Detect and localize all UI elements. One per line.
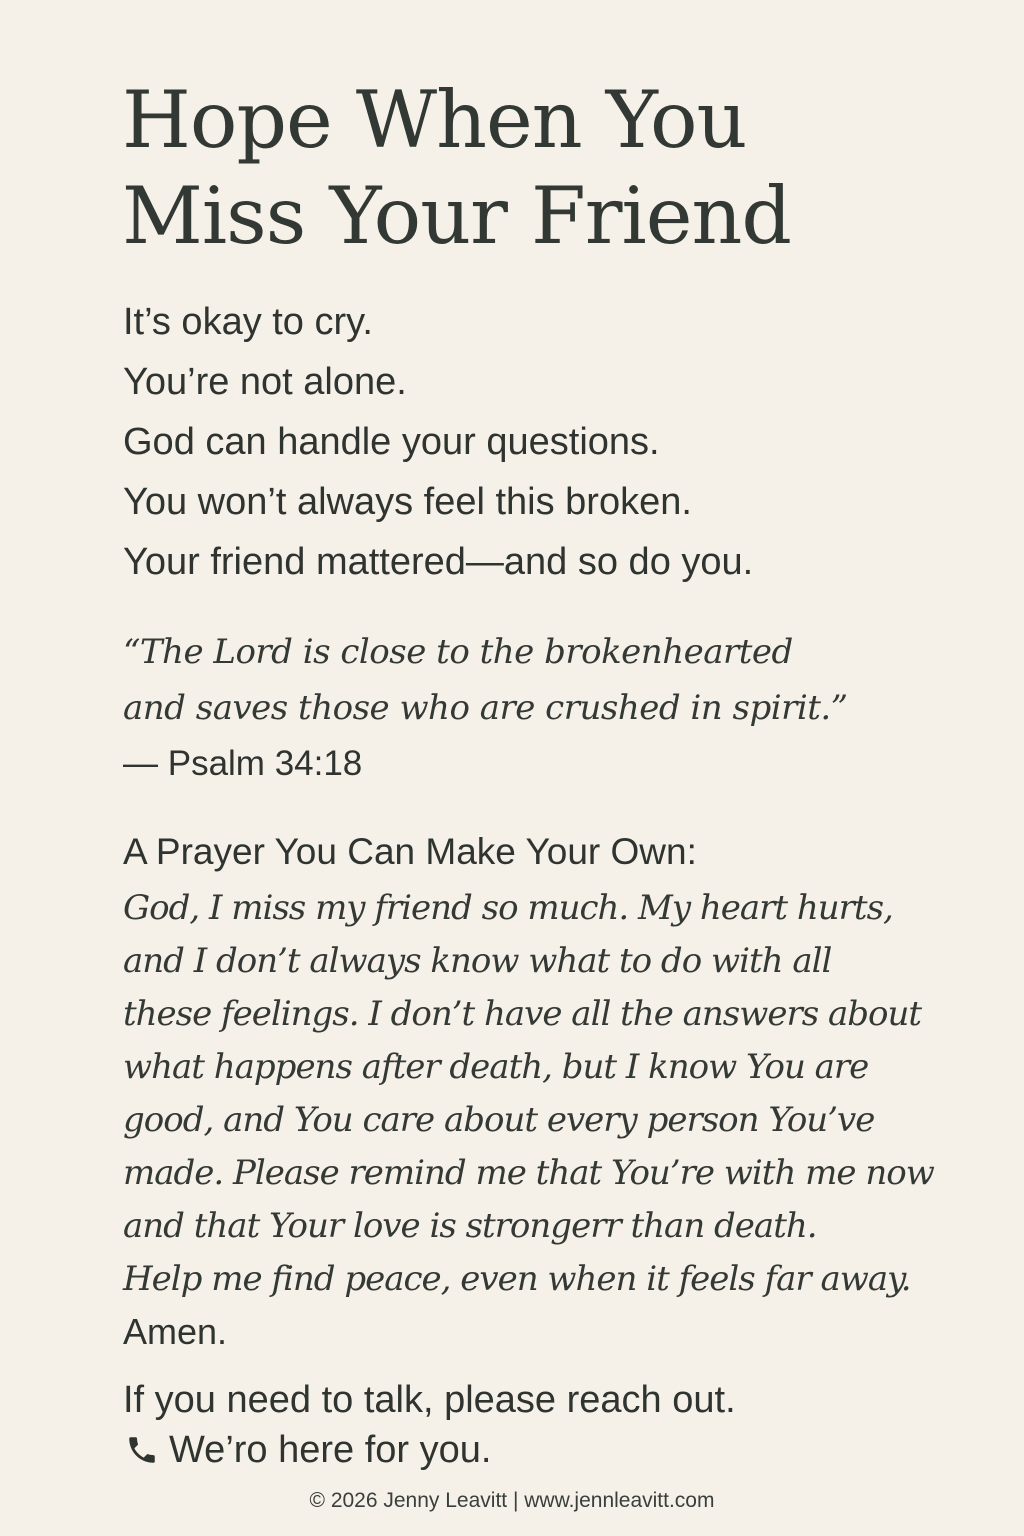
prayer-text — [123, 882, 934, 1306]
closing-message: If you need to talk, please reach out. — [123, 1379, 736, 1421]
prayer-line: good, and You care about every person You’ve — [123, 1100, 875, 1140]
title-line-2: Miss Your Friend — [122, 170, 792, 262]
affirmation-item: You’re not alone. — [123, 361, 407, 403]
scripture-reference: — Psalm 34:18 — [123, 744, 363, 783]
affirmation-item: God can handle your questions. — [123, 421, 660, 463]
title-line-1: Hope When You — [122, 74, 747, 166]
prayer-line: God, I miss my friend so much. My heart hurts, — [123, 888, 893, 928]
scripture-quote — [123, 624, 848, 736]
scripture-line-2: and saves those who are crushed in spirit.” — [123, 688, 848, 728]
prayer-heading: A Prayer You Can Make Your Own: — [123, 831, 697, 872]
prayer-line: made. Please remind me that You’re with me now — [123, 1153, 934, 1193]
prayer-amen: Amen. — [123, 1311, 228, 1352]
prayer-line: and that Your love is strongerr than death. — [123, 1206, 817, 1246]
affirmation-item: It’s okay to cry. — [123, 301, 373, 343]
scripture-line-1: “The Lord is close to the brokenhearted — [123, 632, 793, 672]
prayer-line: and I don’t always know what to do with all — [123, 941, 832, 981]
prayer-line: Help me find peace, even when it feels far away. — [123, 1259, 911, 1299]
prayer-line: these feelings. I don’t have all the answers about — [123, 994, 922, 1034]
footer-credit: © 2026 Jenny Leavitt | www.jennleavitt.com — [309, 1489, 715, 1512]
support-text: We’ro here for you. — [169, 1429, 492, 1471]
support-message — [125, 1425, 491, 1475]
affirmation-item: Your friend mattered—and so do you. — [123, 541, 754, 583]
affirmation-list — [123, 292, 753, 592]
prayer-line: what happens after death, but I know You are — [123, 1047, 869, 1087]
page-title — [122, 72, 791, 264]
affirmation-item: You won’t always feel this broken. — [123, 481, 692, 523]
phone-icon — [125, 1433, 159, 1467]
